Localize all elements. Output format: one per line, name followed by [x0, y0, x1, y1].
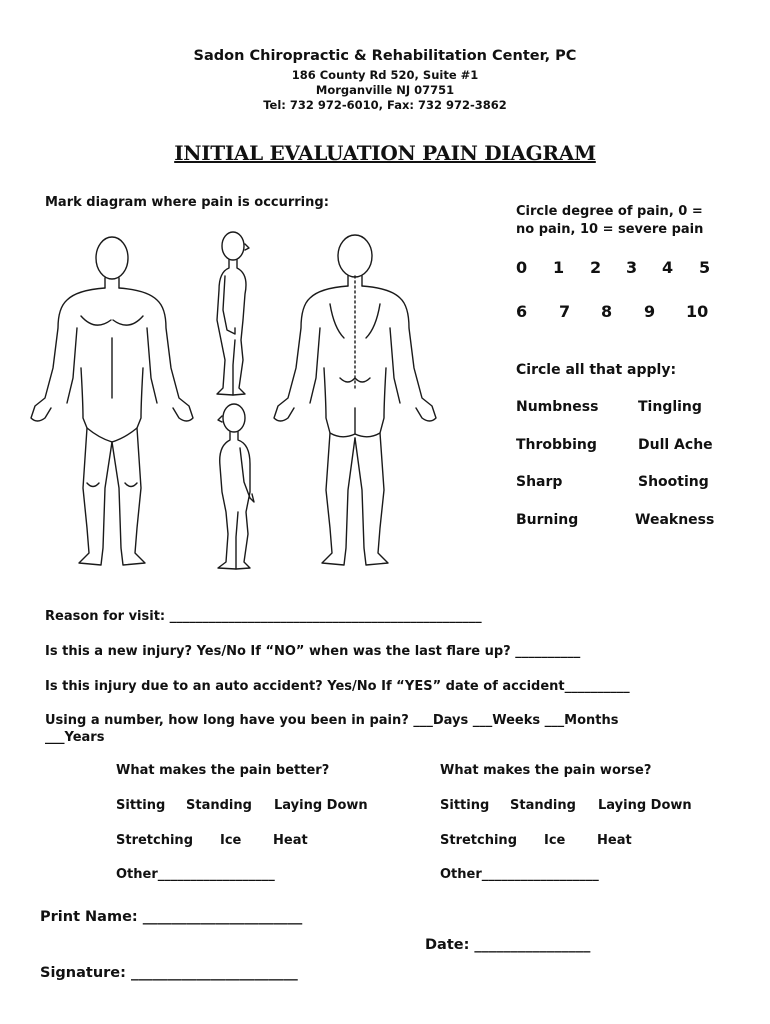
pain-scale-prompt-line-2: no pain, 10 = severe pain	[516, 222, 704, 237]
worse-laying-down[interactable]: Laying Down	[598, 798, 692, 813]
worse-heading: What makes the pain worse?	[440, 763, 652, 778]
worse-stretching[interactable]: Stretching	[440, 833, 517, 848]
better-standing[interactable]: Standing	[186, 798, 252, 813]
print-name-field[interactable]: Print Name: ______________________	[40, 909, 303, 925]
pain-level-9[interactable]: 9	[644, 302, 656, 321]
pain-scale-prompt-line-1: Circle degree of pain, 0 =	[516, 204, 703, 219]
worse-sitting[interactable]: Sitting	[440, 798, 490, 813]
pain-level-6[interactable]: 6	[516, 302, 528, 321]
symptom-weakness[interactable]: Weakness	[635, 512, 715, 528]
pain-level-0[interactable]: 0	[516, 258, 528, 277]
side-view-lower-figure[interactable]	[210, 402, 265, 574]
front-view-figure[interactable]	[25, 228, 200, 573]
address-line-2: Morganville NJ 07751	[315, 83, 455, 97]
symptom-burning[interactable]: Burning	[516, 512, 579, 528]
page-title: INITIAL EVALUATION PAIN DIAGRAM	[174, 141, 596, 165]
worse-heat[interactable]: Heat	[597, 833, 632, 848]
better-laying-down[interactable]: Laying Down	[274, 798, 368, 813]
pain-duration-question[interactable]: Using a number, how long have you been in pain? ___Days ___Weeks ___Months	[45, 713, 619, 728]
better-ice[interactable]: Ice	[220, 833, 242, 848]
pain-duration-years[interactable]: ___Years	[45, 730, 105, 745]
worse-standing[interactable]: Standing	[510, 798, 576, 813]
pain-level-2[interactable]: 2	[590, 258, 602, 277]
pain-level-1[interactable]: 1	[553, 258, 565, 277]
better-sitting[interactable]: Sitting	[116, 798, 166, 813]
better-other-field[interactable]: Other__________________	[116, 867, 275, 882]
better-heading: What makes the pain better?	[116, 763, 330, 778]
symptom-numbness[interactable]: Numbness	[516, 399, 599, 415]
address-line-1: 186 County Rd 520, Suite #1	[291, 68, 479, 82]
symptom-sharp[interactable]: Sharp	[516, 474, 563, 490]
diagram-instruction: Mark diagram where pain is occurring:	[45, 195, 329, 210]
date-field[interactable]: Date: ________________	[425, 937, 591, 953]
clinic-name: Sadon Chiropractic & Rehabilitation Center, PC	[193, 48, 577, 64]
pain-level-7[interactable]: 7	[559, 302, 571, 321]
symptom-dull-ache[interactable]: Dull Ache	[638, 437, 713, 453]
reason-for-visit-field[interactable]: Reason for visit: ________________________________________________	[45, 609, 482, 624]
symptom-shooting[interactable]: Shooting	[638, 474, 709, 490]
worse-other-field[interactable]: Other__________________	[440, 867, 599, 882]
new-injury-question[interactable]: Is this a new injury? Yes/No If “NO” when was the last flare up? __________	[45, 644, 581, 659]
back-view-figure[interactable]	[268, 228, 443, 573]
better-heat[interactable]: Heat	[273, 833, 308, 848]
signature-field[interactable]: Signature: _______________________	[40, 965, 298, 981]
symptom-throbbing[interactable]: Throbbing	[516, 437, 597, 453]
pain-level-10[interactable]: 10	[686, 302, 709, 321]
pain-level-3[interactable]: 3	[626, 258, 638, 277]
contact-line: Tel: 732 972-6010, Fax: 732 972-3862	[263, 98, 507, 112]
symptoms-prompt: Circle all that apply:	[516, 362, 677, 378]
worse-ice[interactable]: Ice	[544, 833, 566, 848]
auto-accident-question[interactable]: Is this injury due to an auto accident? Yes/No If “YES” date of accident__________	[45, 679, 630, 694]
side-view-upper-figure[interactable]	[205, 230, 260, 400]
pain-level-8[interactable]: 8	[601, 302, 613, 321]
pain-level-4[interactable]: 4	[662, 258, 674, 277]
better-stretching[interactable]: Stretching	[116, 833, 193, 848]
pain-level-5[interactable]: 5	[699, 258, 711, 277]
symptom-tingling[interactable]: Tingling	[638, 399, 702, 415]
